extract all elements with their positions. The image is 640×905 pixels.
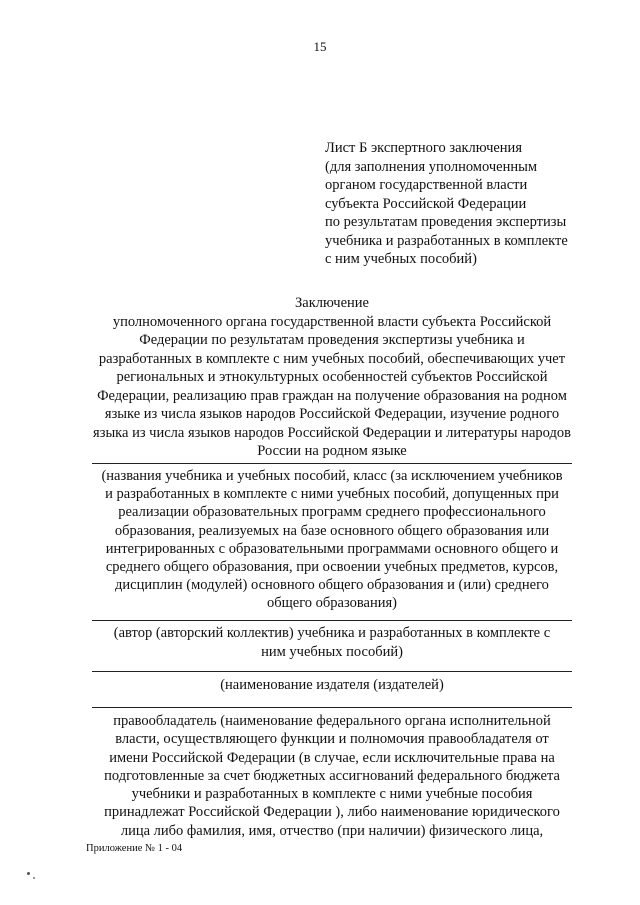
publisher-fill-line [92, 671, 572, 672]
caption-line: правообладатель (наименование федерального органа исполнительной [113, 713, 551, 729]
rightholder-caption [80, 712, 584, 840]
caption-line: ним учебных пособий) [261, 643, 403, 660]
textbook-names-fill-line [92, 463, 572, 464]
appendix-footer: Приложение № 1 - 04 [86, 843, 183, 854]
conclusion-line: уполномоченного органа государственной власти субъекта Российской [112, 313, 552, 330]
author-fill-line [92, 620, 572, 621]
sheet-header [325, 139, 615, 269]
caption-line: и разработанных в комплекте с ними учебных пособий, допущенных при [105, 486, 559, 503]
conclusion-line: языке из числа языков народов Российской Федерации, изучение родного [104, 406, 560, 422]
sheet-header-line: (для заполнения уполномоченным [325, 158, 538, 175]
caption-line: интегрированных с образовательными программами основного общего и [105, 540, 559, 557]
conclusion-line: России на родном языке [257, 443, 407, 459]
caption-line: общего образования) [266, 595, 397, 612]
caption-line: подготовленные за счет бюджетных ассигнований федерального бюджета [104, 767, 560, 784]
caption-line: дисциплин (модулей) основного общего образования и (или) среднего [115, 577, 549, 594]
caption-line: (автор (авторский коллектив) учебника и разработанных в комплекте с [113, 625, 551, 641]
conclusion-line: Федерации по результатам проведения экспертизы учебника и [139, 332, 525, 348]
caption-line: учебники и разработанных в комплекте с ними учебные пособия [131, 786, 533, 803]
conclusion-line: региональных и этнокультурных особенностей субъектов Российской [116, 369, 548, 385]
textbook-names-caption [80, 467, 584, 613]
conclusion-line: языка из числа языков народов Российской Федерации и литературы народов [93, 424, 571, 441]
sheet-header-line: учебника и разработанных в комплекте [325, 232, 568, 249]
sheet-header-line: субъекта Российской Федерации [325, 195, 527, 212]
sheet-header-line: с ним учебных пособий) [325, 251, 477, 267]
caption-line: (наименование издателя (издателей) [220, 677, 444, 693]
caption-line: (названия учебника и учебных пособий, класс (за исключением учебников [101, 468, 563, 484]
sheet-header-line: Лист Б экспертного заключения [325, 140, 522, 156]
caption-line: принадлежат Российской Федерации ), либо наименование юридического [104, 804, 560, 821]
conclusion-line: разработанных в комплекте с ним учебных пособий, обеспечивающих учет [98, 350, 566, 367]
rightholder-fill-line [92, 707, 572, 708]
publisher-caption [80, 676, 584, 695]
caption-line: лица либо фамилия, имя, отчество (при наличии) физического лица, [120, 822, 544, 839]
scan-speck [33, 877, 35, 879]
sheet-header-line: органом государственной власти [325, 177, 528, 193]
conclusion-title-block [80, 294, 584, 461]
caption-line: образования, реализуемых на базе основного общего образования или [114, 522, 550, 539]
sheet-header-line: по результатам проведения экспертизы [325, 214, 567, 230]
conclusion-line: Федерации, реализацию прав граждан на получение образования на родном [97, 387, 567, 404]
conclusion-heading: Заключение [295, 295, 369, 311]
caption-line: реализации образовательных программ среднего профессионального [118, 504, 546, 521]
scan-speck [27, 872, 30, 875]
caption-line: имени Российской Федерации (в случае, если исключительные права на [109, 749, 555, 766]
caption-line: власти, осуществляющего функции и полномочия правообладателя от [115, 731, 549, 748]
caption-line: среднего общего образования, при освоении учебных предметов, курсов, [105, 559, 559, 576]
page-number: 15 [313, 39, 327, 54]
author-caption [80, 624, 584, 661]
